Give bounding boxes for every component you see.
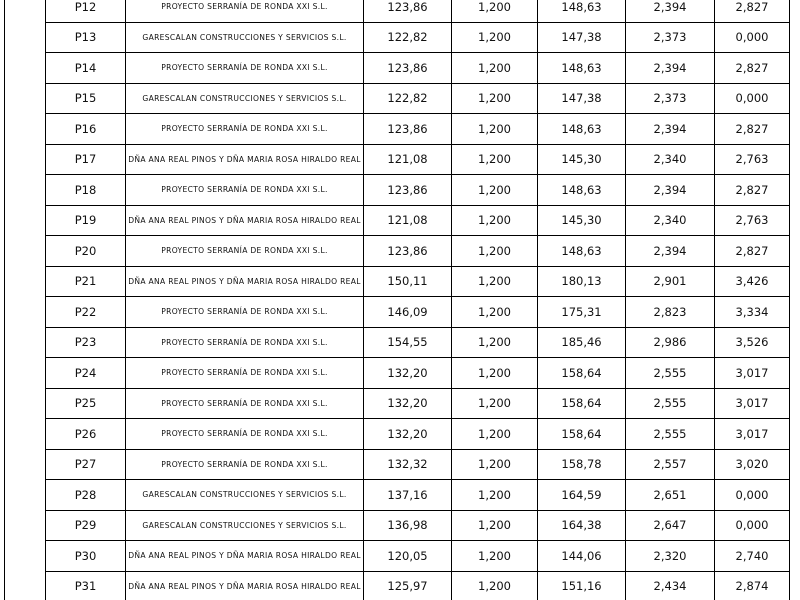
value-cell-2: 1,200 xyxy=(452,388,538,419)
value-cell-4: 2,557 xyxy=(626,449,715,480)
value-cell-5: 2,827 xyxy=(715,236,790,267)
value-cell-4: 2,394 xyxy=(626,236,715,267)
value-cell-4: 2,320 xyxy=(626,541,715,572)
table-row xyxy=(46,297,790,328)
value-cell-2: 1,200 xyxy=(452,327,538,358)
owner-cell: PROYECTO SERRANÍA DE RONDA XXI S.L. xyxy=(126,297,364,328)
value-cell-3: 158,64 xyxy=(538,419,626,450)
value-cell-2: 1,200 xyxy=(452,449,538,480)
value-cell-2: 1,200 xyxy=(452,419,538,450)
value-cell-5: 2,740 xyxy=(715,541,790,572)
value-cell-3: 147,38 xyxy=(538,22,626,53)
value-cell-4: 2,373 xyxy=(626,22,715,53)
value-cell-1: 154,55 xyxy=(364,327,452,358)
parcel-id-cell: P16 xyxy=(46,114,126,145)
value-cell-1: 137,16 xyxy=(364,480,452,511)
value-cell-3: 148,63 xyxy=(538,236,626,267)
value-cell-5: 2,763 xyxy=(715,144,790,175)
parcel-id-cell: P22 xyxy=(46,297,126,328)
owner-cell: PROYECTO SERRANÍA DE RONDA XXI S.L. xyxy=(126,388,364,419)
owner-cell: PROYECTO SERRANÍA DE RONDA XXI S.L. xyxy=(126,419,364,450)
value-cell-1: 136,98 xyxy=(364,510,452,541)
value-cell-3: 148,63 xyxy=(538,114,626,145)
value-cell-2: 1,200 xyxy=(452,175,538,206)
value-cell-5: 3,017 xyxy=(715,419,790,450)
value-cell-5: 3,017 xyxy=(715,388,790,419)
value-cell-5: 0,000 xyxy=(715,83,790,114)
table-row xyxy=(46,480,790,511)
value-cell-1: 132,32 xyxy=(364,449,452,480)
value-cell-5: 2,763 xyxy=(715,205,790,236)
table-row xyxy=(46,571,790,600)
value-cell-2: 1,200 xyxy=(452,266,538,297)
value-cell-1: 120,05 xyxy=(364,541,452,572)
parcel-id-cell: P20 xyxy=(46,236,126,267)
value-cell-3: 158,64 xyxy=(538,358,626,389)
parcel-id-cell: P13 xyxy=(46,22,126,53)
parcel-id-cell: P29 xyxy=(46,510,126,541)
parcel-id-cell: P24 xyxy=(46,358,126,389)
value-cell-5: 3,017 xyxy=(715,358,790,389)
table-row xyxy=(46,83,790,114)
table-row xyxy=(46,266,790,297)
value-cell-4: 2,394 xyxy=(626,175,715,206)
value-cell-5: 0,000 xyxy=(715,480,790,511)
value-cell-5: 0,000 xyxy=(715,22,790,53)
owner-cell: DÑA ANA REAL PINOS Y DÑA MARIA ROSA HIRALDO REAL xyxy=(126,541,364,572)
table-row xyxy=(46,114,790,145)
value-cell-1: 123,86 xyxy=(364,175,452,206)
value-cell-3: 147,38 xyxy=(538,83,626,114)
value-cell-2: 1,200 xyxy=(452,480,538,511)
table-row xyxy=(46,0,790,22)
value-cell-1: 150,11 xyxy=(364,266,452,297)
value-cell-1: 132,20 xyxy=(364,419,452,450)
value-cell-3: 185,46 xyxy=(538,327,626,358)
owner-cell: PROYECTO SERRANÍA DE RONDA XXI S.L. xyxy=(126,53,364,84)
value-cell-1: 123,86 xyxy=(364,236,452,267)
value-cell-5: 2,827 xyxy=(715,0,790,22)
value-cell-4: 2,986 xyxy=(626,327,715,358)
value-cell-5: 3,426 xyxy=(715,266,790,297)
value-cell-1: 123,86 xyxy=(364,0,452,22)
owner-cell: DÑA ANA REAL PINOS Y DÑA MARIA ROSA HIRALDO REAL xyxy=(126,266,364,297)
value-cell-4: 2,651 xyxy=(626,480,715,511)
owner-cell: DÑA ANA REAL PINOS Y DÑA MARIA ROSA HIRALDO REAL xyxy=(126,571,364,600)
parcel-id-cell: P26 xyxy=(46,419,126,450)
parcel-id-cell: P31 xyxy=(46,571,126,600)
table-row xyxy=(46,236,790,267)
value-cell-3: 164,38 xyxy=(538,510,626,541)
table-row xyxy=(46,541,790,572)
value-cell-2: 1,200 xyxy=(452,541,538,572)
value-cell-1: 123,86 xyxy=(364,53,452,84)
value-cell-2: 1,200 xyxy=(452,83,538,114)
owner-cell: GARESCALAN CONSTRUCCIONES Y SERVICIOS S.L. xyxy=(126,510,364,541)
parcel-id-cell: P17 xyxy=(46,144,126,175)
value-cell-1: 123,86 xyxy=(364,114,452,145)
value-cell-3: 180,13 xyxy=(538,266,626,297)
value-cell-2: 1,200 xyxy=(452,358,538,389)
table-row xyxy=(46,449,790,480)
value-cell-3: 148,63 xyxy=(538,0,626,22)
value-cell-2: 1,200 xyxy=(452,114,538,145)
table-body xyxy=(46,0,790,600)
owner-cell: PROYECTO SERRANÍA DE RONDA XXI S.L. xyxy=(126,236,364,267)
parcel-id-cell: P14 xyxy=(46,53,126,84)
value-cell-1: 121,08 xyxy=(364,205,452,236)
owner-cell: PROYECTO SERRANÍA DE RONDA XXI S.L. xyxy=(126,175,364,206)
table-row xyxy=(46,53,790,84)
value-cell-4: 2,647 xyxy=(626,510,715,541)
value-cell-3: 164,59 xyxy=(538,480,626,511)
value-cell-3: 158,78 xyxy=(538,449,626,480)
value-cell-3: 151,16 xyxy=(538,571,626,600)
table-row xyxy=(46,510,790,541)
parcel-table xyxy=(45,0,790,600)
value-cell-5: 3,334 xyxy=(715,297,790,328)
parcel-id-cell: P28 xyxy=(46,480,126,511)
owner-cell: DÑA ANA REAL PINOS Y DÑA MARIA ROSA HIRALDO REAL xyxy=(126,205,364,236)
value-cell-1: 121,08 xyxy=(364,144,452,175)
value-cell-5: 3,526 xyxy=(715,327,790,358)
table-row xyxy=(46,327,790,358)
value-cell-5: 0,000 xyxy=(715,510,790,541)
parcel-id-cell: P19 xyxy=(46,205,126,236)
table-row xyxy=(46,144,790,175)
value-cell-1: 125,97 xyxy=(364,571,452,600)
table-row xyxy=(46,358,790,389)
table-row xyxy=(46,205,790,236)
value-cell-4: 2,434 xyxy=(626,571,715,600)
parcel-id-cell: P12 xyxy=(46,0,126,22)
owner-cell: GARESCALAN CONSTRUCCIONES Y SERVICIOS S.L. xyxy=(126,22,364,53)
value-cell-3: 158,64 xyxy=(538,388,626,419)
value-cell-1: 146,09 xyxy=(364,297,452,328)
value-cell-2: 1,200 xyxy=(452,571,538,600)
owner-cell: PROYECTO SERRANÍA DE RONDA XXI S.L. xyxy=(126,358,364,389)
value-cell-1: 132,20 xyxy=(364,358,452,389)
value-cell-4: 2,340 xyxy=(626,205,715,236)
value-cell-5: 2,827 xyxy=(715,53,790,84)
value-cell-3: 145,30 xyxy=(538,144,626,175)
table-row xyxy=(46,22,790,53)
parcel-id-cell: P15 xyxy=(46,83,126,114)
value-cell-5: 2,827 xyxy=(715,175,790,206)
value-cell-5: 2,827 xyxy=(715,114,790,145)
value-cell-5: 2,874 xyxy=(715,571,790,600)
value-cell-2: 1,200 xyxy=(452,144,538,175)
table-row xyxy=(46,175,790,206)
value-cell-4: 2,394 xyxy=(626,114,715,145)
value-cell-4: 2,394 xyxy=(626,0,715,22)
parcel-id-cell: P27 xyxy=(46,449,126,480)
parcel-id-cell: P23 xyxy=(46,327,126,358)
value-cell-4: 2,373 xyxy=(626,83,715,114)
value-cell-2: 1,200 xyxy=(452,22,538,53)
parcel-id-cell: P25 xyxy=(46,388,126,419)
value-cell-4: 2,394 xyxy=(626,53,715,84)
value-cell-1: 122,82 xyxy=(364,83,452,114)
value-cell-3: 175,31 xyxy=(538,297,626,328)
value-cell-1: 122,82 xyxy=(364,22,452,53)
value-cell-4: 2,823 xyxy=(626,297,715,328)
value-cell-3: 144,06 xyxy=(538,541,626,572)
value-cell-4: 2,555 xyxy=(626,419,715,450)
value-cell-3: 145,30 xyxy=(538,205,626,236)
value-cell-2: 1,200 xyxy=(452,53,538,84)
value-cell-4: 2,901 xyxy=(626,266,715,297)
parcel-id-cell: P18 xyxy=(46,175,126,206)
table-row xyxy=(46,388,790,419)
table-row xyxy=(46,419,790,450)
value-cell-2: 1,200 xyxy=(452,0,538,22)
page-border-line xyxy=(4,0,5,600)
value-cell-5: 3,020 xyxy=(715,449,790,480)
parcel-id-cell: P21 xyxy=(46,266,126,297)
owner-cell: PROYECTO SERRANÍA DE RONDA XXI S.L. xyxy=(126,327,364,358)
owner-cell: GARESCALAN CONSTRUCCIONES Y SERVICIOS S.L. xyxy=(126,83,364,114)
value-cell-2: 1,200 xyxy=(452,205,538,236)
owner-cell: GARESCALAN CONSTRUCCIONES Y SERVICIOS S.L. xyxy=(126,480,364,511)
owner-cell: PROYECTO SERRANÍA DE RONDA XXI S.L. xyxy=(126,449,364,480)
value-cell-4: 2,340 xyxy=(626,144,715,175)
value-cell-3: 148,63 xyxy=(538,175,626,206)
value-cell-4: 2,555 xyxy=(626,358,715,389)
value-cell-4: 2,555 xyxy=(626,388,715,419)
value-cell-2: 1,200 xyxy=(452,297,538,328)
value-cell-1: 132,20 xyxy=(364,388,452,419)
owner-cell: DÑA ANA REAL PINOS Y DÑA MARIA ROSA HIRALDO REAL xyxy=(126,144,364,175)
value-cell-2: 1,200 xyxy=(452,236,538,267)
owner-cell: PROYECTO SERRANÍA DE RONDA XXI S.L. xyxy=(126,0,364,22)
value-cell-2: 1,200 xyxy=(452,510,538,541)
owner-cell: PROYECTO SERRANÍA DE RONDA XXI S.L. xyxy=(126,114,364,145)
parcel-id-cell: P30 xyxy=(46,541,126,572)
value-cell-3: 148,63 xyxy=(538,53,626,84)
